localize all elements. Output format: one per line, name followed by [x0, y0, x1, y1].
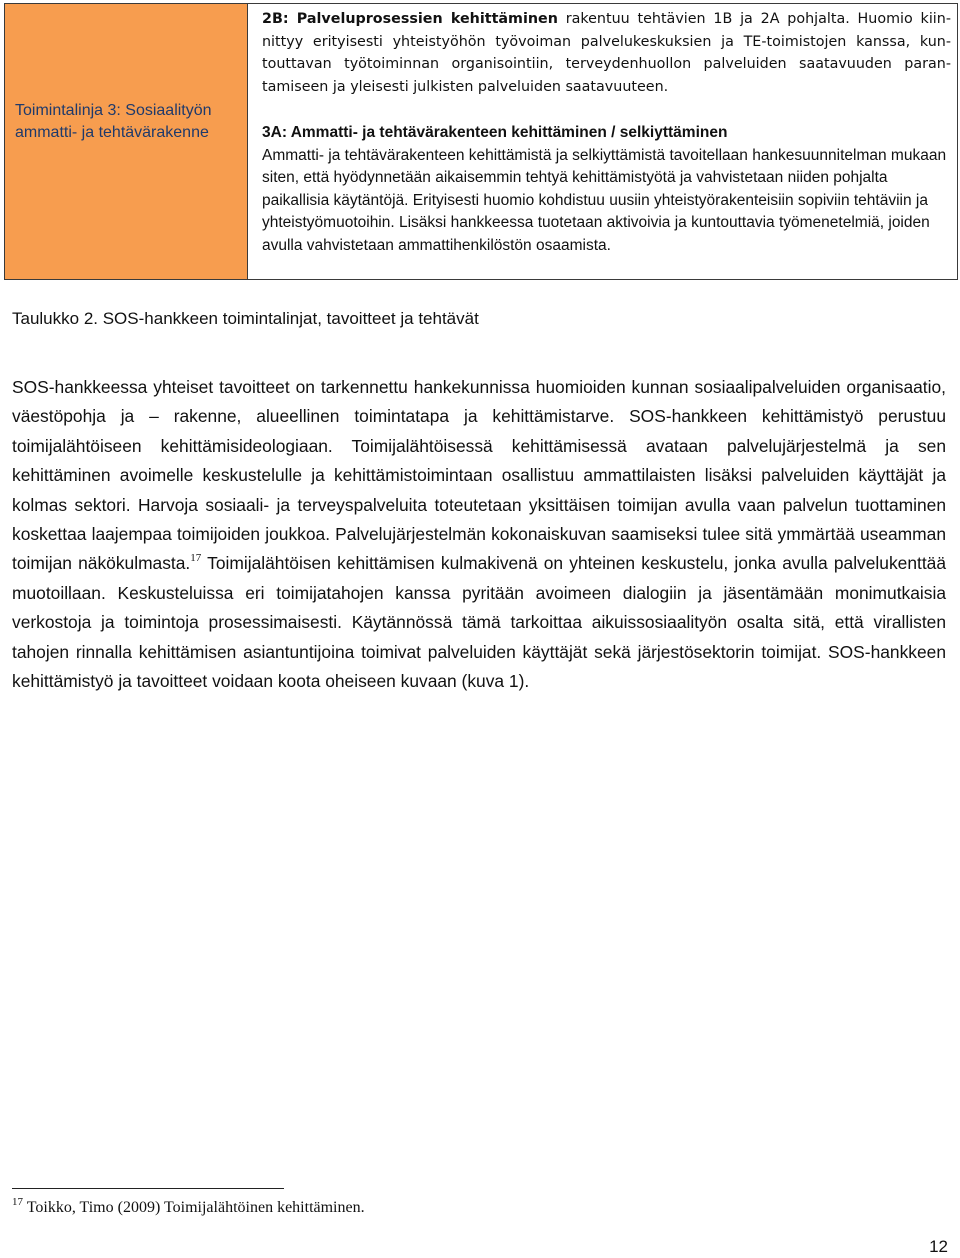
task-3a-paragraph [262, 122, 951, 257]
body-paragraph [12, 373, 946, 696]
page-number: 12 [929, 1237, 948, 1256]
table-right-cell [248, 4, 958, 280]
footnote [12, 1196, 365, 1220]
footnote-number: 17 [12, 1196, 23, 1208]
table-left-cell [5, 4, 248, 280]
footnote-text: Toikko, Timo (2009) Toimijalähtöinen kehittäminen. [23, 1199, 365, 1216]
task-3a-heading: 3A: Ammatti- ja tehtävärakenteen kehittäminen / selkiyttäminen [262, 124, 728, 141]
body-text-part1: SOS-hankkeessa yhteiset tavoitteet on tarkennettu hankekunnissa huomioiden kunnan sosiaalipalveluiden organisaatio, väestöpohja ja – rakenne, alueellinen toimintatapa ja kehittämistarve. SOS-hankkeen kehittämistyö perustuu toimijalähtöiseen kehittämisideologiaan. Toimijalähtöisessä kehittämisessä avataan palvelujärjestelmä ja sen kehittäminen avoimelle keskustelulle ja kehittämistoimintaan osallistuu ammattilaisten lisäksi palveluiden käyttäjät ja kolmas sektori. Harvoja sosiaali- ja terveyspalveluita toteutetaan yksittäisen toimijan avulla vaan palvelun tuottaminen koskettaa laajempaa toimijoiden joukkoa. Palvelujärjestelmän kokonaiskuvan saamiseksi tulee sitä ymmärtää useamman toimijan näkökulmasta. [12, 377, 946, 574]
task-2b-text: rakentuu tehtävien 1B ja 2A pohjalta. Huomio kiinnittyy erityisesti yhteistyöhön työvoiman palvelukeskuksien ja TE-toimistojen kanssa, kuntouttavan työtoiminnan organisointiin, terveydenhuollon palveluiden saatavuuden parantamiseen ja yleisesti julkisten palveluiden saatavuuteen. [262, 11, 951, 95]
table-caption: Taulukko 2. SOS-hankkeen toimintalinjat, tavoitteet ja tehtävät [12, 309, 479, 328]
task-2b-paragraph [262, 8, 951, 98]
action-line-label: Toimintalinja 3: Sosiaalityön ammatti- ja tehtävärakenne [15, 102, 212, 141]
action-lines-table [4, 3, 958, 280]
task-3a-text: Ammatti- ja tehtävärakenteen kehittämistä ja selkiyttämistä tavoitellaan hankesuunnitelman mukaan siten, että hyödynnetään aikaisemmin tehtyä kehittämistyötä ja vahvistetaan niiden pohjalta paikallisia käytäntöjä. Erityisesti huomio kohdistuu uusiin yhteistyörakenteisiin sopiviin tehtäviin ja yhteistyömuotoihin. Lisäksi hankkeessa tuotetaan aktivoivia ja kuntouttavia työmenetelmiä, joiden avulla vahvistetaan ammattihenkilöstön osaamista. [262, 146, 947, 254]
task-2b-heading: 2B: Palveluprosessien kehittäminen [262, 11, 558, 27]
footnote-reference[interactable]: 17 [190, 552, 202, 565]
footnote-separator [12, 1188, 284, 1189]
body-text-part2: Toimijalähtöisen kehittämisen kulmakivenä on yhteinen keskustelu, jonka avulla palvelukenttää muotoillaan. Keskusteluissa eri toimijatahojen kanssa pyritään avoimeen dialogiin ja jäsentämään monimutkaisia verkostoja ja toimintoja prosessimaisesti. Käytännössä tämä tarkoittaa aikuissosiaalityön osalta sitä, että virallisten tahojen rinnalla kehittämisen asiantuntijoina toimivat palveluiden käyttäjät sekä järjestösektorin toimijat. SOS-hankkeen kehittämistyö ja tavoitteet voidaan koota oheiseen kuvaan (kuva 1). [12, 553, 946, 692]
